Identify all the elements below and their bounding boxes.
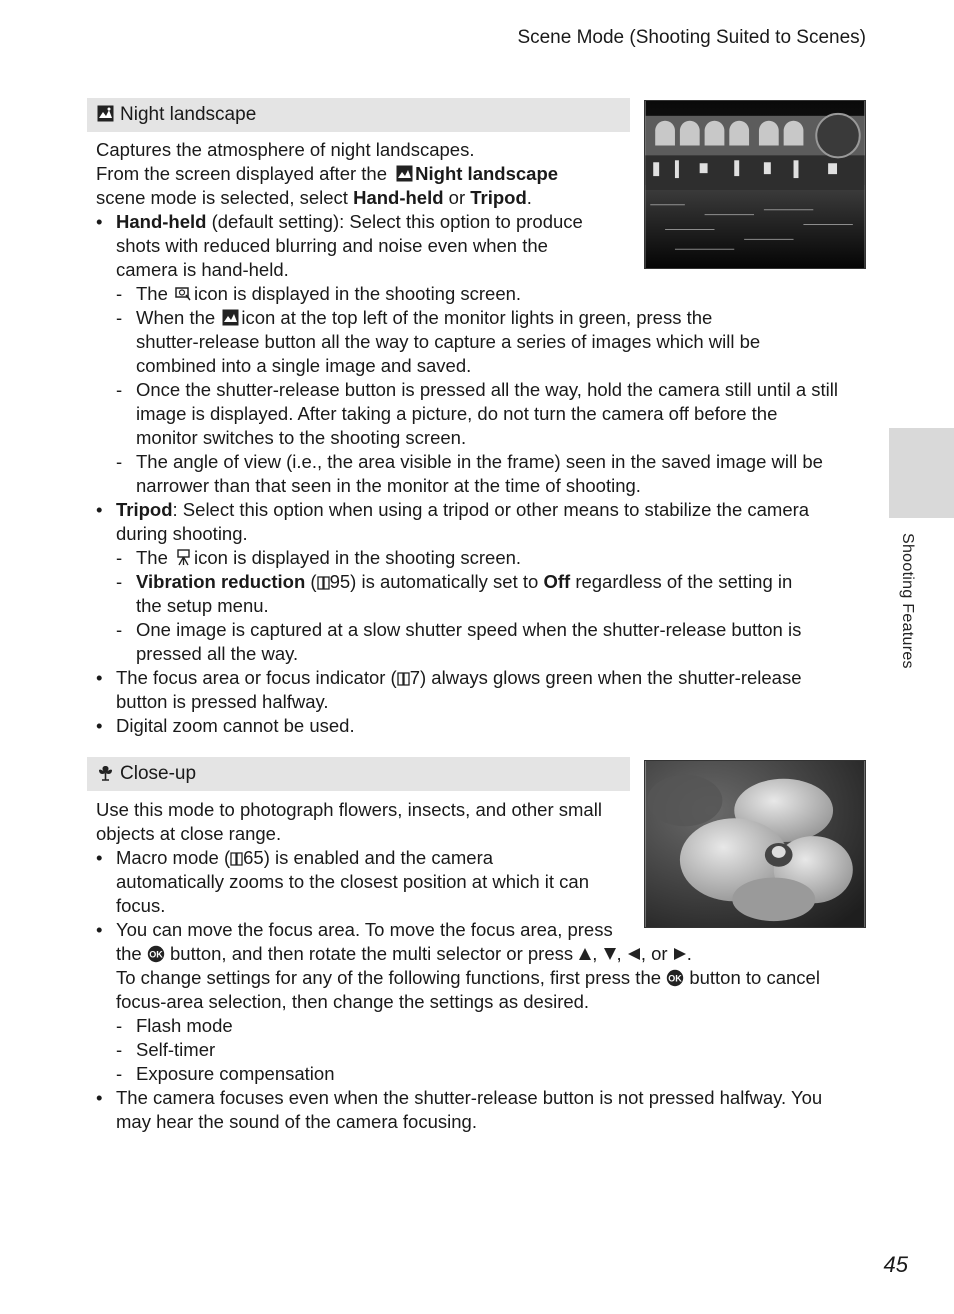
right-arrow-icon — [673, 947, 687, 961]
list-item: • The focus area or focus indicator ( 7) always glows green when the shutter-release button is pressed halfway. — [96, 666, 866, 714]
list-item: - One image is captured at a slow shutter speed when the shutter-release button is pressed all the way. — [96, 618, 866, 666]
night-landscape-title: Night landscape — [120, 104, 257, 125]
intro-line: objects at close range. — [96, 823, 282, 844]
ok-button-icon — [666, 969, 684, 987]
close-up-body — [96, 798, 866, 1134]
side-tab-label: Shooting Features — [899, 533, 916, 669]
intro-line: From the screen displayed after the Night landscape — [96, 163, 559, 184]
tripod-icon — [175, 549, 192, 566]
list-item: - Vibration reduction ( 95) is automatically set to Off regardless of the setting in the setup menu. — [96, 570, 866, 618]
list-item: - Flash mode — [96, 1014, 866, 1038]
page-number: 45 — [883, 1252, 908, 1277]
hand-held-icon — [175, 285, 192, 302]
list-item: - The angle of view (i.e., the area visible in the frame) seen in the saved image will be narrower than that seen in the monitor at the time of shooting. — [96, 450, 866, 498]
close-up-heading — [87, 757, 630, 791]
night-landscape-icon — [396, 165, 413, 182]
page-header: Scene Mode (Shooting Suited to Scenes) — [517, 27, 866, 48]
left-arrow-icon — [627, 947, 641, 961]
reference-icon — [317, 575, 330, 590]
svg-text:OK: OK — [668, 973, 682, 984]
list-item: - The icon is displayed in the shooting screen. — [96, 546, 866, 570]
list-item: • The camera focuses even when the shutter-release button is not pressed halfway. You may hear the sound of the camera focusing. — [96, 1086, 866, 1134]
list-item: - When the icon at the top left of the monitor lights in green, press the shutter-release button all the way to capture a series of images which will be combined into a single image and saved. — [96, 306, 866, 378]
list-item-continuation: To change settings for any of the following functions, first press the OK button to cancel focus-area selection, then change the settings as desired. — [116, 967, 820, 1012]
intro-line: Captures the atmosphere of night landscapes. — [96, 139, 475, 160]
list-item: • Digital zoom cannot be used. — [96, 714, 866, 738]
night-landscape-icon — [222, 309, 239, 326]
ok-button-icon — [147, 945, 165, 963]
list-item: • Macro mode ( 65) is enabled and the camera automatically zooms to the closest position at which it can focus. — [96, 846, 866, 918]
night-landscape-icon — [97, 105, 114, 122]
up-arrow-icon — [578, 947, 592, 961]
night-landscape-body — [96, 138, 866, 738]
side-tab-marker — [889, 428, 954, 518]
list-item: • Tripod: Select this option when using a tripod or other means to stabilize the camera during shooting. — [96, 498, 866, 546]
list-item: - Self-timer — [96, 1038, 866, 1062]
list-item: • Hand-held (default setting): Select this option to produce shots with reduced blurring and noise even when the camera is hand-held. — [96, 210, 866, 282]
svg-text:OK: OK — [149, 949, 163, 960]
intro-line: Use this mode to photograph flowers, insects, and other small — [96, 799, 602, 820]
reference-icon — [230, 851, 243, 866]
list-item: - Once the shutter-release button is pressed all the way, hold the camera still until a still image is displayed. After taking a picture, do not turn the camera off before the monitor switches to the shooting screen. — [96, 378, 866, 450]
intro-line: scene mode is selected, select Hand-held or Tripod. — [96, 187, 532, 208]
reference-icon — [397, 671, 410, 686]
list-item: - Exposure compensation — [96, 1062, 866, 1086]
close-up-icon — [97, 764, 114, 781]
night-landscape-heading — [87, 98, 630, 132]
down-arrow-icon — [603, 947, 617, 961]
close-up-title: Close-up — [120, 763, 197, 784]
list-item: • You can move the focus area. To move the focus area, press the OK button, and then rotate the multi selector or press , , , or . — [96, 918, 866, 966]
list-item: - The icon is displayed in the shooting screen. — [96, 282, 866, 306]
